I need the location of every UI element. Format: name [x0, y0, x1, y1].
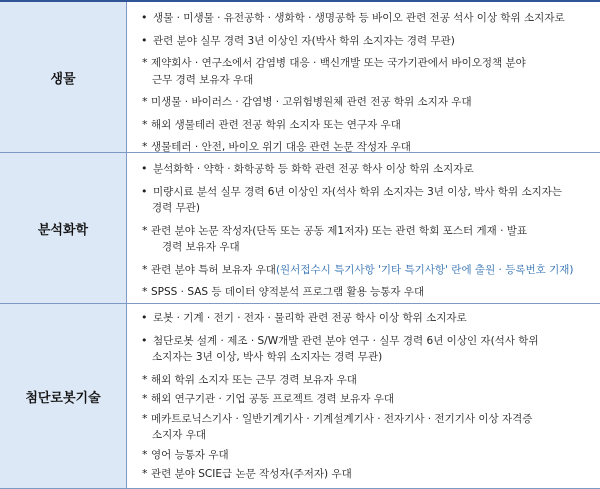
category-label: 첨단로봇기술	[25, 390, 101, 406]
continuation-line: 소지자는 3년 이상, 박사 학위 소지자는 경력 무관)	[152, 351, 383, 363]
preference-line	[135, 262, 600, 279]
preference-line: * 제약회사 · 연구소에서 감염병 대응 · 백신개발 또는 국가기관에서 바이오정책 분야	[135, 55, 600, 72]
category-label: 생물	[50, 71, 76, 87]
preference-line: * 미생물 · 바이러스 · 감염병 · 고위험병원체 관련 전공 학위 소지자 우대	[135, 94, 600, 111]
category-cell	[0, 2, 127, 152]
preference-line: * SPSS · SAS 등 데이터 양적분석 프로그램 활용 능통자 우대	[135, 284, 600, 301]
continuation-line: 소지자 우대	[152, 429, 207, 441]
requirements-cell	[127, 153, 600, 303]
continuation-line: 근무 경력 보유자 우대	[152, 73, 254, 86]
preference-line: * 영어 능통자 우대	[135, 447, 600, 464]
preference-line: * 관련 분야 SCIE급 논문 작성자(주저자) 우대	[135, 466, 600, 483]
bullet-line: • 관련 분야 실무 경력 3년 이상인 자(박사 학위 소지자는 경력 무관)	[135, 33, 600, 50]
continuation-line: 경력 보유자 우대	[162, 241, 240, 253]
category-label: 분석화학	[37, 222, 89, 238]
bullet-line: • 로봇 · 기계 · 전기 · 전자 · 물리학 관련 전공 학사 이상 학위 소지자로	[135, 310, 600, 327]
bullet-line: • 분석화학 · 약학 · 화학공학 등 화학 관련 전공 학사 이상 학위 소지자로	[135, 161, 600, 178]
preference-line: * 해외 연구기관 · 기업 공동 프로젝트 경력 보유자 우대	[135, 391, 600, 408]
category-cell	[0, 304, 127, 488]
table-row	[0, 304, 600, 489]
preference-line: * 해외 생물테러 관련 전공 학위 소지자 또는 연구자 우대	[135, 117, 600, 134]
preference-line: * 해외 학위 소지자 또는 근무 경력 보유자 우대	[135, 372, 600, 389]
requirements-cell	[127, 2, 600, 152]
category-cell	[0, 153, 127, 303]
preference-line: * 관련 분야 논문 작성자(단독 또는 공동 제1저자) 또는 관련 학회 포스터 게재 · 발표	[135, 223, 600, 240]
filing-note: (원서접수시 특기사항 '기타 특기사항' 란에 출원 · 등록번호 기재)	[275, 263, 574, 276]
bullet-line: • 생물 · 미생물 · 유전공학 · 생화학 · 생명공학 등 바이오 관련 전공 석사 이상 학위 소지자로	[135, 10, 600, 27]
requirements-cell	[127, 304, 600, 488]
preference-line: * 생물테러 · 안전, 바이오 위기 대응 관련 논문 작성자 우대	[135, 139, 600, 156]
continuation-line: 경력 무관)	[152, 202, 201, 214]
table-row	[0, 0, 600, 153]
bullet-line: • 첨단로봇 설계 · 제조 · S/W개발 관련 분야 연구 · 실무 경력 6년 이상인 자(석사 학위	[135, 333, 600, 350]
bullet-line: • 미량시료 분석 실무 경력 6년 이상인 자(석사 학위 소지자는 3년 이상, 박사 학위 소지자는	[135, 184, 600, 201]
preference-text: 관련 분야 특허 보유자 우대	[151, 263, 276, 276]
table-row	[0, 153, 600, 304]
preference-line: * 메카트로닉스기사 · 일반기계기사 · 기계설계기사 · 전자기사 · 전기기사 이상 자격증	[135, 411, 600, 428]
